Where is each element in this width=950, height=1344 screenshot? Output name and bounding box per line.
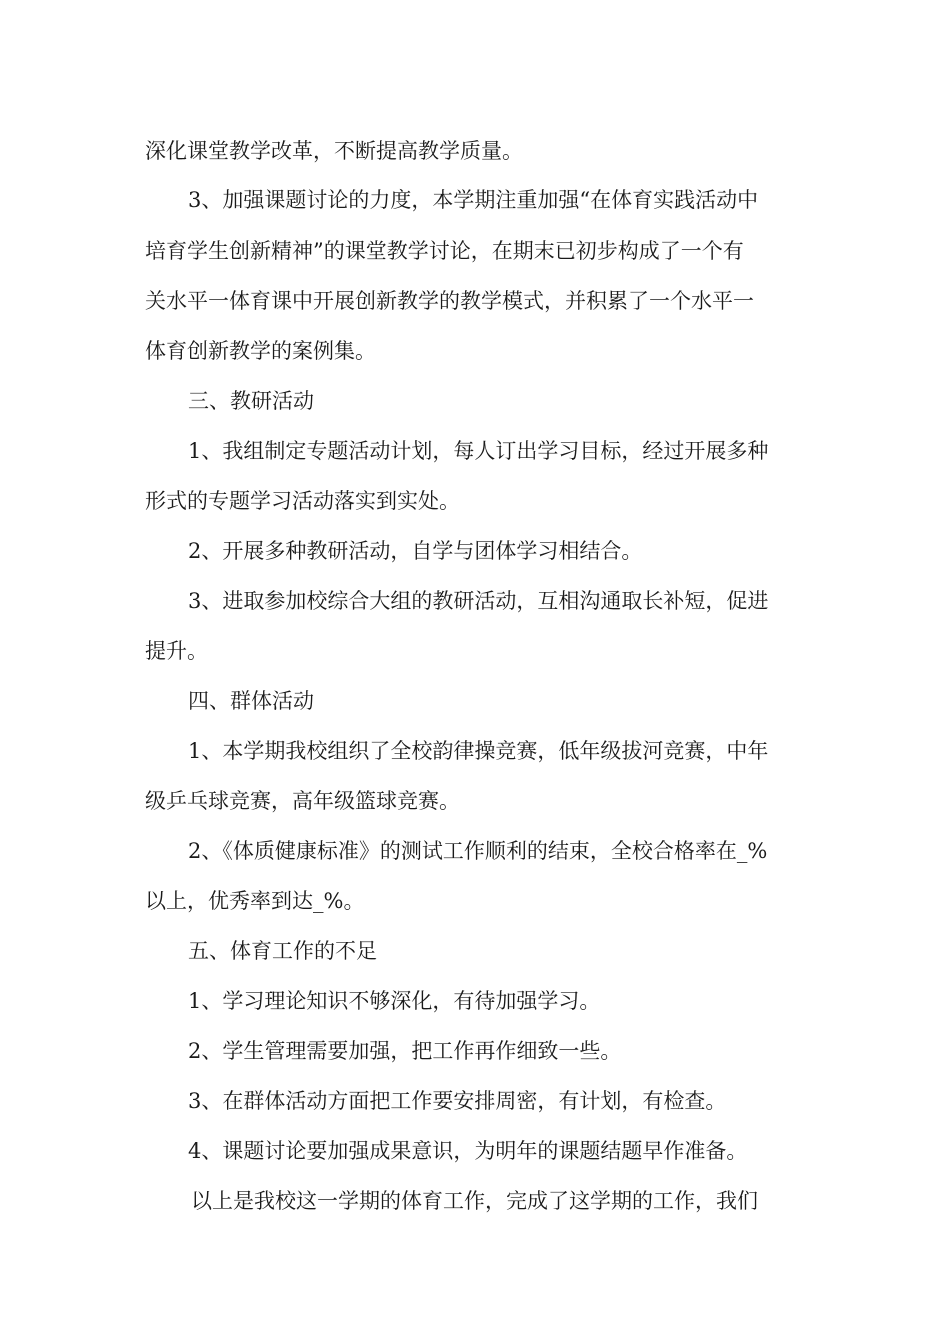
paragraph-line: 4、课题讨论要加强成果意识，为明年的课题结题早作准备。 — [188, 1139, 748, 1163]
paragraph-line: 1、本学期我校组织了全校韵律操竞赛，低年级拔河竞赛，中年 — [188, 739, 769, 763]
paragraph-line: 提升。 — [145, 639, 208, 663]
paragraph-line: 以上，优秀率到达_%。 — [145, 889, 365, 913]
section-heading: 五、体育工作的不足 — [188, 939, 377, 963]
paragraph-line: 级乒乓球竞赛，高年级篮球竞赛。 — [145, 789, 460, 813]
paragraph-line: 形式的专题学习活动落实到实处。 — [145, 489, 460, 513]
paragraph-line: 3、在群体活动方面把工作要安排周密，有计划，有检查。 — [188, 1089, 727, 1113]
paragraph-line: 以上是我校这一学期的体育工作，完成了这学期的工作，我们 — [191, 1189, 758, 1213]
paragraph-line: 3、加强课题讨论的力度，本学期注重加强“在体育实践活动中 — [188, 188, 759, 212]
paragraph-line: 体育创新教学的案例集。 — [145, 339, 376, 363]
paragraph-line: 3、进取参加校综合大组的教研活动，互相沟通取长补短，促进 — [188, 589, 769, 613]
paragraph-line: 培育学生创新精神”的课堂教学讨论，在期末已初步构成了一个有 — [145, 239, 744, 263]
paragraph-line: 2、学生管理需要加强，把工作再作细致一些。 — [188, 1039, 622, 1063]
paragraph-line: 2、《体质健康标准》的测试工作顺利的结束，全校合格率在_% — [188, 839, 768, 863]
paragraph-line: 关水平一体育课中开展创新教学的教学模式，并积累了一个水平一 — [145, 289, 754, 313]
section-heading: 四、群体活动 — [188, 689, 314, 713]
paragraph-line: 深化课堂教学改革，不断提高教学质量。 — [145, 139, 523, 163]
paragraph-line: 1、我组制定专题活动计划，每人订出学习目标，经过开展多种 — [188, 439, 769, 463]
paragraph-line: 2、开展多种教研活动，自学与团体学习相结合。 — [188, 539, 643, 563]
section-heading: 三、教研活动 — [188, 389, 314, 413]
paragraph-line: 1、学习理论知识不够深化，有待加强学习。 — [188, 989, 601, 1013]
